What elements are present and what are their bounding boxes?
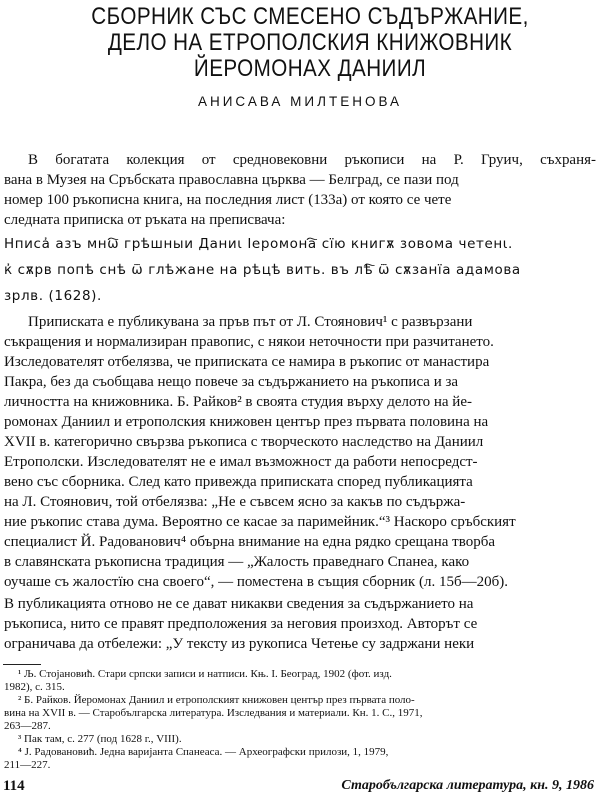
footnote-line: вина на XVII в. — Старобългарска литература. Изследвания и материали. Кн. 1. С., 1971, xyxy=(4,707,423,719)
body-line: личността на книжовника. Б. Райков² в своята студия върху делото на йе- xyxy=(4,394,472,410)
body-line: на Л. Стоянович, той отбелязва: „Не е съвсем ясно за какъв по съдържа- xyxy=(4,494,466,510)
body-line: Етрополски. Изследователят не е имал възможност да работи непосредст- xyxy=(4,454,478,470)
body-line: номер 100 ръкописна книга, на последния лист (133а) от която се чете xyxy=(4,192,452,208)
body-line: Пакра, без да съобщава нещо повече за съдържанието на ръкописа и за xyxy=(4,374,459,390)
old-church-slavonic-line: Нписа҆ азъ мнѡ҇ грѣшныи Даниꙇ Іеромона҇ сїю книгѫ зовома четенꙇ. xyxy=(4,236,513,252)
footnote-line: 1982), с. 315. xyxy=(4,681,65,693)
footnote-line: ⁴ J. Радовановић. Једна варијанта Спанеаса. — Археографски прилози, 1, 1979, xyxy=(18,746,389,758)
body-line: следната приписка от ръката на преписвача: xyxy=(4,212,286,228)
body-line: съкращения и нормализиран правопис, с някои неточности при разчитането. xyxy=(4,334,494,350)
title-line-2: ДЕЛО НА ЕТРОПОЛСКИЯ КНИЖОВНИК xyxy=(107,29,513,56)
body-line: Изследователят отбелязва, че приписката се намира в ръкопис от манастира xyxy=(4,354,490,370)
footnote-line: 263—287. xyxy=(4,720,51,732)
body-line: в славянската ръкописна традиция — „Жалость праведнаго Спанеа, како xyxy=(4,554,470,570)
body-line: ръкописа, нито се правят предположения за неговия произход. Авторът се xyxy=(4,616,478,632)
body-line: XVII в. категорично свързва ръкописа с творческото наследство на Даниил xyxy=(4,434,484,450)
footnote-line: 211—227. xyxy=(4,759,51,771)
body-line: ромонах Даниил и етрополския книжовен център през първата половина на xyxy=(4,414,489,430)
footnote-line: ¹ Љ. Стојановић. Стари српски записи и натписи. Књ. I. Београд, 1902 (фот. изд. xyxy=(18,668,392,680)
body-line: вено със сборника. След като привежда приписката според публикацията xyxy=(4,474,473,490)
body-line: ние ръкопис става дума. Вероятно се касае за паримейник.“³ Наскоро сръбският xyxy=(4,514,516,530)
title-line-3: ЙЕРОМОНАХ ДАНИИЛ xyxy=(193,55,427,82)
author-name: АНИСАВА МИЛТЕНОВА xyxy=(197,94,403,109)
body-line: оучаше съ жалостїю сна своего“, — поместена в същия сборник (л. 15б—20б). xyxy=(4,574,508,590)
footnote-line: ² Б. Райков. Йеромонах Даниил и етрополският книжовен център през първата поло- xyxy=(18,694,415,706)
body-line: специалист Й. Радованович⁴ обърна внимание на една рядко срещана творба xyxy=(4,534,495,550)
page-number: 114 xyxy=(3,778,25,794)
body-line: В богатата колекция от средновековни ръкописи на Р. Груич, съхраня- xyxy=(28,152,596,168)
body-line: Приписката е публикувана за пръв път от Л. Стоянович¹ с развързани xyxy=(28,314,473,330)
title-line-1: СБОРНИК СЪС СМЕСЕНО СЪДЪРЖАНИЕ, xyxy=(91,3,529,30)
body-line: ограничава да отбележи: „У тексту из рукописа Четење су задржани неки xyxy=(4,636,475,652)
body-line: вана в Музея на Сръбската православна църква — Белград, се пази под xyxy=(4,172,459,188)
footnote-line: ³ Пак там, с. 277 (под 1628 г., VIII). xyxy=(18,733,182,745)
body-line: В публикацията отново не се дават никакви сведения за съдържанието на xyxy=(4,596,474,612)
journal-running-footer: Старобългарска литература, кн. 9, 1986 xyxy=(341,778,594,793)
footnote-divider xyxy=(3,664,41,665)
old-church-slavonic-line: зрлв. (1628). xyxy=(4,288,102,304)
old-church-slavonic-line: к҆ сѫрв попѣ снѣ ѿ глѣжане на рѣцѣ вить. въ лѣ҇ ѿ сѫзанїа адамова xyxy=(4,262,521,278)
